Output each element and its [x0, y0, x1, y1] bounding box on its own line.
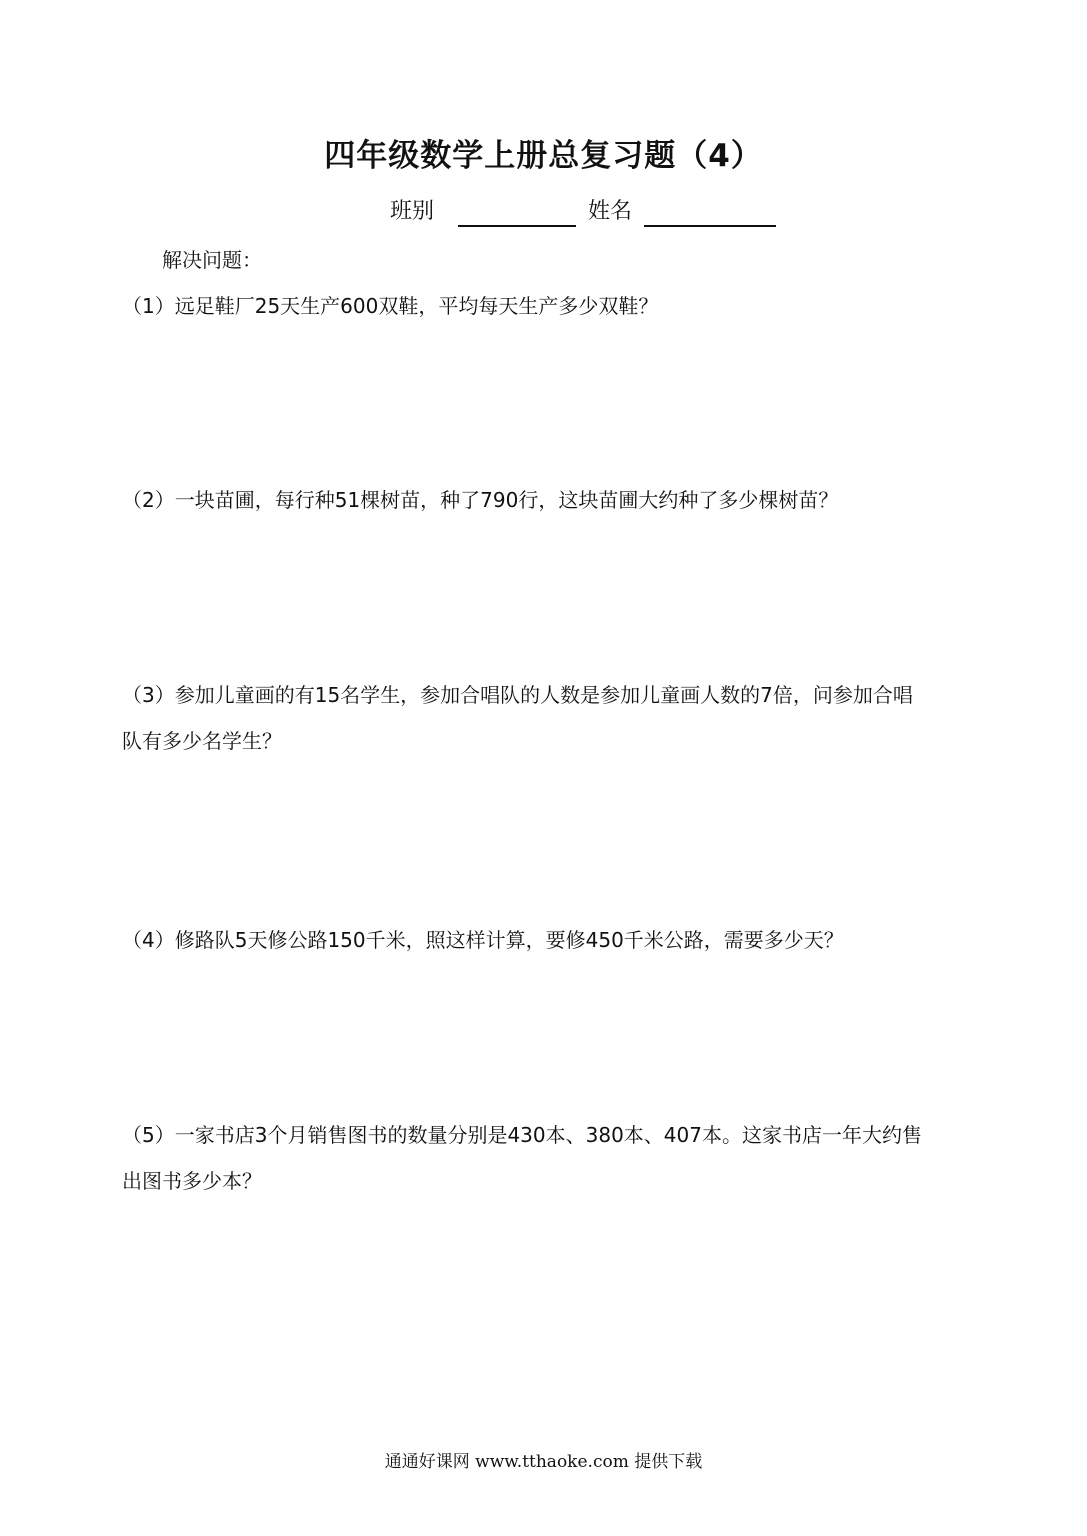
section-heading: 解决问题： [162, 248, 262, 272]
question-line: （4）修路队5天修公路150千米，照这样计算，要修450千米公路，需要多少天？ [122, 928, 844, 952]
question-4 [122, 917, 972, 963]
page-title: 四年级数学上册总复习题（4） [324, 138, 763, 174]
question-line: 队有多少名学生？ [122, 729, 282, 753]
question-line: （2）一块苗圃，每行种51棵树苗，种了790行，这块苗圃大约种了多少棵树苗？ [122, 488, 839, 512]
class-blank-line [458, 201, 576, 227]
question-line: 出图书多少本？ [122, 1169, 262, 1193]
question-line: （1）远足鞋厂25天生产600双鞋，平均每天生产多少双鞋？ [122, 294, 659, 318]
footer-source: 通通好课网 www.tthaoke.com 提供下载 [384, 1452, 703, 1472]
question-1 [122, 283, 972, 329]
name-label: 姓名 [588, 199, 633, 224]
question-2 [122, 477, 972, 523]
student-info-row [390, 193, 776, 227]
question-3 [122, 672, 972, 764]
question-line: （5）一家书店3个月销售图书的数量分别是430本、380本、407本。这家书店一年大约售 [122, 1123, 922, 1147]
question-5 [122, 1112, 972, 1204]
name-blank-line [644, 201, 776, 227]
class-label: 班别 [390, 199, 435, 224]
question-line: （3）参加儿童画的有15名学生，参加合唱队的人数是参加儿童画人数的7倍，问参加合唱 [122, 683, 913, 707]
